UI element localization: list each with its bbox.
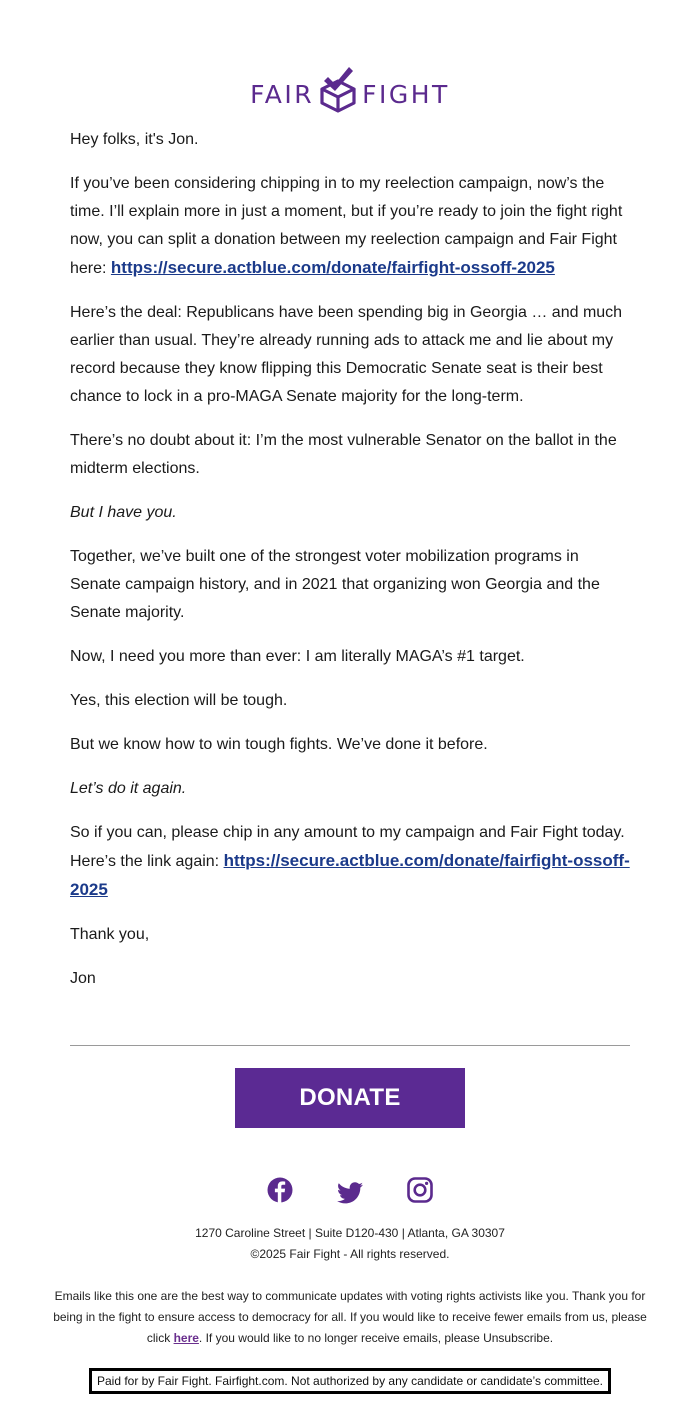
- paragraph-together: Together, we’ve built one of the strongest voter mobilization programs in Senate campaign history, and in 2021 that organizing won Georgia and the Senate majority.: [70, 548, 600, 621]
- fewer-emails-link[interactable]: here: [173, 1331, 199, 1345]
- donate-link-1[interactable]: https://secure.actblue.com/donate/fairfight-ossoff-2025: [110, 258, 555, 277]
- paragraph-deal: Here’s the deal: Republicans have been spending big in Georgia … and much earlier than usual. They’re already running ads to attack me and lie about my record because they know flipping this Democratic Senate seat is their best chance to lock in a pro-MAGA Senate majority for the long-term.: [70, 304, 623, 405]
- paragraph-have-you: But I have you.: [70, 504, 177, 521]
- paragraph-chip-in: [70, 819, 632, 905]
- paragraph-need-you: Now, I need you more than ever: I am literally MAGA’s #1 target.: [70, 648, 525, 665]
- twitter-icon[interactable]: [336, 1176, 364, 1204]
- email-body: [70, 126, 632, 1009]
- logo-text-fight: FIGHT: [362, 80, 450, 109]
- copyright: ©2025 Fair Fight - All rights reserved.: [250, 1247, 450, 1261]
- signoff: Thank you,: [70, 926, 150, 943]
- paragraph-intro: [70, 170, 632, 283]
- paid-for-disclaimer: Paid for by Fair Fight. Fairfight.com. Not authorized by any candidate or candidate’s committee.: [89, 1368, 611, 1394]
- social-links: [0, 1176, 700, 1204]
- ballot-box-check-icon: [318, 63, 358, 113]
- greeting: Hey folks, it's Jon.: [70, 131, 199, 148]
- facebook-icon[interactable]: [266, 1176, 294, 1204]
- paragraph-again: Let’s do it again.: [70, 780, 187, 797]
- paragraph-vulnerable: There’s no doubt about it: I’m the most vulnerable Senator on the ballot in the midterm elections.: [70, 432, 617, 477]
- paragraph-tough: Yes, this election will be tough.: [70, 692, 288, 709]
- paragraph-win: But we know how to win tough fights. We’ve done it before.: [70, 736, 488, 753]
- paragraph-intro-text: If you’ve been considering chipping in to my reelection campaign, now’s the time. I’ll explain more in just a moment, but if you’re ready to join the fight right now, you can split a donation between my reelection campaign and Fair Fight here:: [70, 175, 623, 277]
- donate-button[interactable]: DONATE: [235, 1068, 465, 1128]
- footer-address-block: [0, 1223, 700, 1265]
- instagram-icon[interactable]: [406, 1176, 434, 1204]
- divider: [70, 1045, 630, 1046]
- signature: Jon: [70, 970, 96, 987]
- fine-print-text-2: . If you would like to no longer receive emails, please Unsubscribe.: [198, 1331, 554, 1345]
- postal-address: 1270 Caroline Street | Suite D120-430 | Atlanta, GA 30307: [195, 1226, 505, 1240]
- fine-print-text-1: Emails like this one are the best way to communicate updates with voting rights activists like you. Thank you for being in the fight to ensure access to democracy for all. If you would like to receive fewer emails from us, please click: [53, 1289, 647, 1345]
- donate-link-2[interactable]: https://secure.actblue.com/donate/fairfight-ossoff-2025: [70, 851, 630, 899]
- paragraph-chip-in-text: So if you can, please chip in any amount to my campaign and Fair Fight today. Here’s the link again:: [70, 824, 625, 870]
- fine-print: [48, 1286, 652, 1349]
- logo-text-fair: FAIR: [250, 80, 315, 109]
- fair-fight-logo[interactable]: [0, 62, 700, 114]
